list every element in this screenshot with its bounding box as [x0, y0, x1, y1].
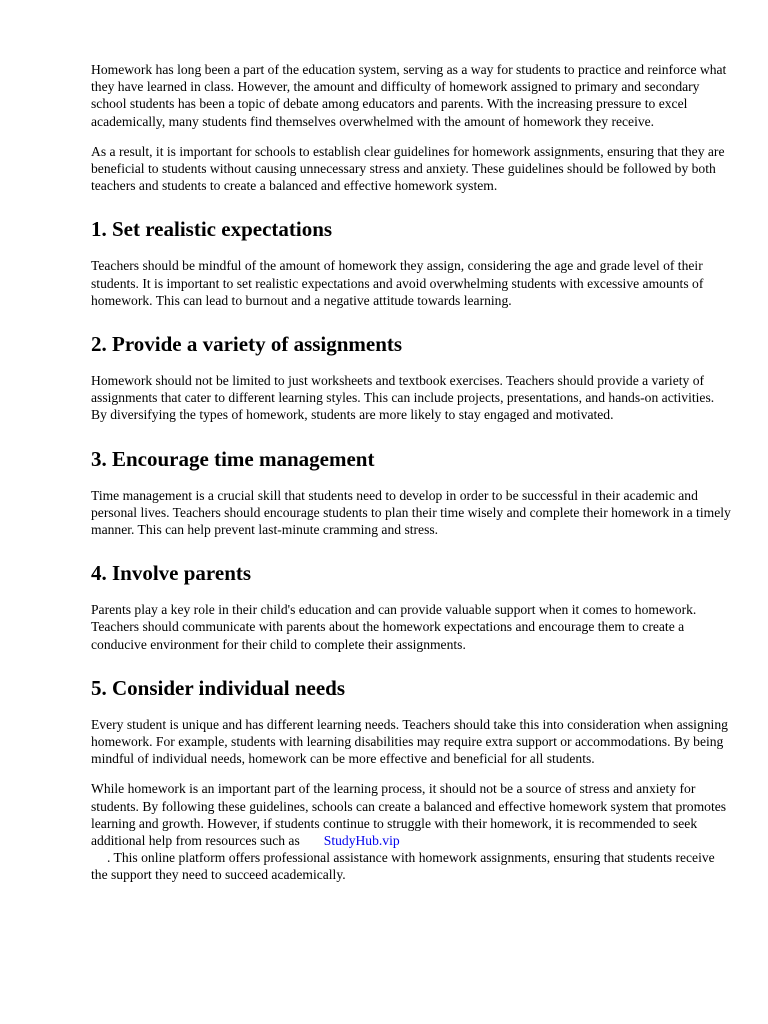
conclusion-text-before-link: While homework is an important part of the learning process, it should not be a source of stress and anxiety for students. By following these guidelines, schools can create a balanced and effective homework system that promotes learning and growth. However, if students continue to struggle with their homework, it is recommended to seek additional help from resources such as — [91, 781, 727, 849]
conclusion-paragraph — [91, 780, 731, 883]
section-4-heading: 4. Involve parents — [91, 561, 252, 586]
section-3-heading: 3. Encourage time management — [91, 446, 375, 471]
section-2-heading: 2. Provide a variety of assignments — [91, 332, 403, 357]
intro-paragraph-1: Homework has long been a part of the education system, serving as a way for students to practice and reinforce what they have learned in class. However, the amount and difficulty of homework assigned to primary and secondary school students has been a topic of debate among educators and parents. With the increasing pressure to excel academically, many students find themselves overwhelmed with the amount of homework they receive. — [91, 62, 727, 129]
intro-paragraph-2: As a result, it is important for schools to establish clear guidelines for homework assignments, ensuring that they are beneficial to students without causing unnecessary stress and anxiety. These guidelines should be followed by both teachers and students to create a balanced and effective homework system. — [91, 143, 725, 194]
conclusion-text-after-link: . This online platform offers professional assistance with homework assignments, ensuring that students receive the support they need to succeed academically. — [91, 850, 715, 883]
section-1-body: Teachers should be mindful of the amount of homework they assign, considering the age and grade level of their students. It is important to set realistic expectations and avoid overwhelming students with excessive amounts of homework. This can lead to burnout and a negative attitude towards learning. — [91, 258, 704, 308]
studyhub-link[interactable]: StudyHub.vip — [323, 833, 400, 849]
section-2-body: Homework should not be limited to just worksheets and textbook exercises. Teachers should provide a variety of assignments that cater to different learning styles. This can include projects, presentations, and hands-on activities. By diversifying the types of homework, students are more likely to stay engaged and motivated. — [91, 373, 715, 423]
section-1-heading: 1. Set realistic expectations — [91, 217, 333, 242]
section-3-body: Time management is a crucial skill that students need to develop in order to be successful in their academic and personal lives. Teachers should encourage students to plan their time wisely and complete their homework in a timely manner. This can help prevent last-minute cramming and stress. — [91, 487, 731, 538]
section-4-body: Parents play a key role in their child's education and can provide valuable support when it comes to homework. Teachers should communicate with parents about the homework expectations and encourage them to create a conducive environment for their child to complete their assignments. — [91, 602, 697, 652]
document-body — [91, 61, 731, 897]
section-5-body: Every student is unique and has different learning needs. Teachers should take this into consideration when assigning homework. For example, students with learning disabilities may require extra support or accommodations. By being mindful of individual needs, homework can be more effective and beneficial for all students. — [91, 716, 728, 767]
section-5-heading: 5. Consider individual needs — [91, 675, 346, 700]
